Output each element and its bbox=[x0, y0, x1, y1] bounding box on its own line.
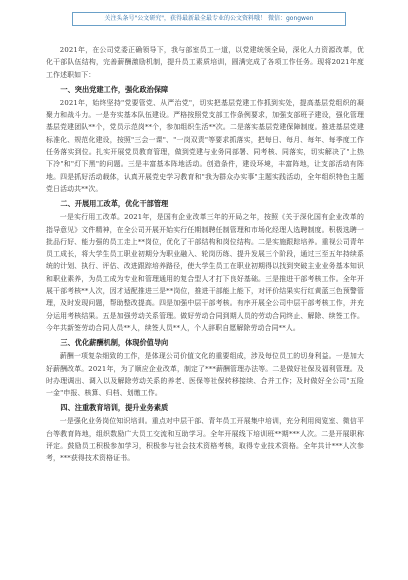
compensation-paragraph: 薪酬一项复杂细致的工作，是体现公司价值文化的重要组成，涉及每位员工的切身利益。一是加大好薪酬改革。2021年，为了顺应企业改革，制定了***薪酬管理办法等。二是做好社保及福利管理。及时办理调出、调入以及解除劳动关系的养老、医保等社保转移接续、合并工作；及时做好全公司"五险一金"申报、核算、归档、划缴工作。 bbox=[46, 352, 364, 398]
employment-reform-paragraph: 一是实行用工改革。2021年，是国有企业改革三年的开局之年，按照《关于深化国有企业改革的指导意见》文件精神，在全公司开展开始实行任期制聘任制管理和市场化经理人选聘制度。积极选聘一批品行好、能力强的员工走上**岗位，优化了干部结构和岗位结构。二是实施跟踪培养。重视公司青年员工成长，将大学生员工职业初期分为职业融入、轮岗历练、提升发展三个阶段，通过三至五年持续系统的计划、执行、评估、改进跟踪培养路径，使大学生员工在职业初期得以找到突破主业业务基本知识和职业素养，为员工成为专业和管理通用的复合型人才打下良好基础。三是推进干部考核工作。全年开展干部考核**人次，因才适配推进三是**岗位，推进干部能上能下，对评价结果实行红黄蓝三色预警管理，及时发现问题，帮助整改提高。四是加强中层干部考核。有序开展全公司中层干部考核工作，并充分运用考核结果。五是加强劳动关系管理。做好劳动合同到期人员的劳动合同终止、解除、续签工作。今年共新签劳动合同人员**人，续签人员**人，个人辞职自愿解除劳动合同**人。 bbox=[46, 213, 364, 332]
party-building-paragraph: 2021年，始终坚持"党要管党、从严治党"，切实把基层党建工作抓到实处，提高基层党组织的凝聚力和战斗力。一是夯实基本队伍建设。严格按照党支部工作条例要求，加强支部班子建设，强化管理基层党建团队**个，党员示范岗**个，参加组织生活**次。二是落实基层党建保障制度。推进基层党建标准化、规范化建设，按照"三会一课"、"一岗双责"等要求抓落实，把每日、每月、每年、每季度工作任务落实到位。扎实开展党员教育管理，做到党建与业务同部署、同考核、同落实，切实解决了"上热下冷"和"灯下黑"的问题。三是丰富基本阵地活动。创造条件，建设环境，丰富阵地，让支部活动有阵地。四是抓好活动载体，认真开展党史学习教育和"我为群众办实事"主题实践活动，全年组织特色主题党日活动共**次。 bbox=[46, 98, 364, 193]
section-heading-party-building: 一、突出党建工作，强化政治保障 bbox=[60, 84, 169, 94]
section-heading-compensation: 三、优化薪酬机制，体现价值导向 bbox=[60, 338, 169, 348]
section-heading-training: 四、注重教育培训，提升业务素质 bbox=[60, 403, 169, 413]
intro-paragraph: 2021年，在公司党委正确领导下，我与部室员工一道，以党建统领全局，深化人力资源改革，优化干部队伍结构，完善薪酬激励机制，提升员工素质培训，圆满完成了各项工作任务。现将2021年度工作述职如下： bbox=[46, 46, 364, 79]
document-body bbox=[46, 44, 364, 465]
promo-banner: 关注头条号"公文研究"，获得最新最全最专业的公文资料哦！ 微信：gongwen bbox=[72, 12, 346, 26]
training-paragraph: 一是强化业务岗位知识培训。重点对中层干部、青年员工开展集中培训，充分利用阅览室、微信平台等教育阵地，组织数励广大员工交流和互助学习。全年开展线下培训班**期***人次。二是开展职称评定。鼓励员工积极参加学习，积极参与社会技术资格考核，取得专业技术资格。全年共计***人次参考，***获得技术资格证书。 bbox=[46, 417, 364, 463]
section-heading-employment-reform: 二、开展用工改革，优化干部管理 bbox=[60, 199, 169, 209]
